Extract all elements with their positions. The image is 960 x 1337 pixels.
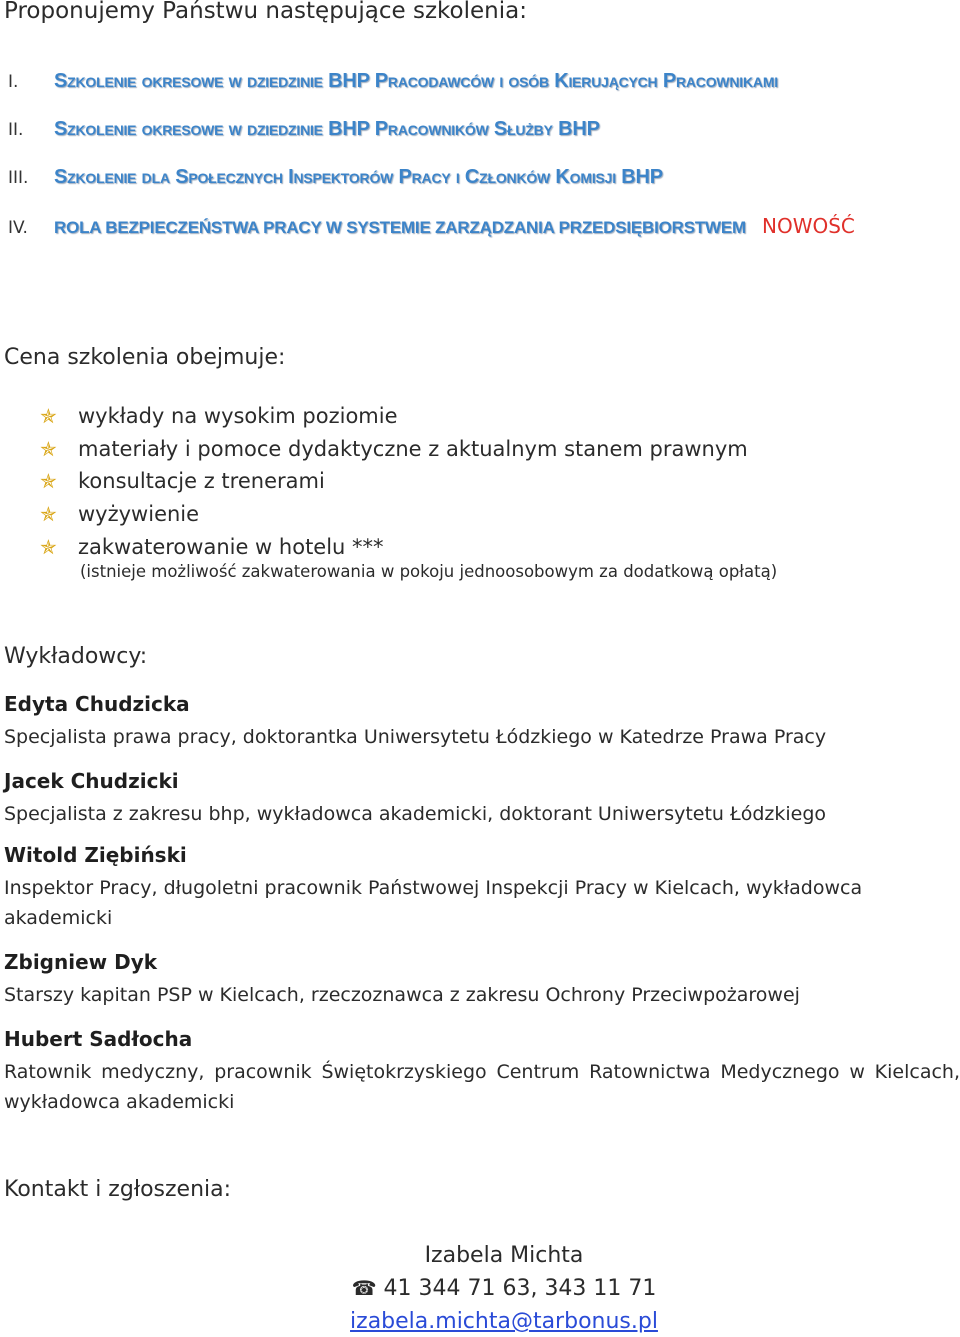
lecturer-name: Jacek Chudzicki xyxy=(4,769,179,793)
star-bullet-icon: ✯ xyxy=(40,534,57,559)
phone-number: 41 344 71 63, 343 11 71 xyxy=(383,1276,657,1301)
star-bullet-icon: ✯ xyxy=(40,469,57,494)
lecturer-name: Witold Ziębiński xyxy=(4,843,187,867)
course-title: Szkolenie okresowe w dziedzinie BHP Pracowników Służby BHP xyxy=(54,118,600,140)
list-item xyxy=(40,400,748,433)
contact-heading: Kontakt i zgłoszenia: xyxy=(4,1177,232,1202)
course-numeral: IV. xyxy=(8,218,28,238)
intro-heading: Proponujemy Państwu następujące szkolenia: xyxy=(4,0,527,24)
list-item xyxy=(40,498,748,531)
contact-phone xyxy=(0,1276,960,1301)
course-item xyxy=(0,70,960,118)
list-item-text: zakwaterowanie w hotelu *** xyxy=(78,534,384,559)
price-heading: Cena szkolenia obejmuje: xyxy=(4,345,286,370)
course-numeral: I. xyxy=(8,72,19,92)
phone-icon: ☎ xyxy=(351,1276,377,1300)
lecturer-description: Inspektor Pracy, długoletni pracownik Państwowej Inspekcji Pracy w Kielcach, wykładowca akademicki xyxy=(4,877,863,929)
course-item xyxy=(0,166,960,214)
list-item-text: wyżywienie xyxy=(78,502,200,527)
course-title: Szkolenie dla Społecznych Inspektorów Pracy i Członków Komisji BHP xyxy=(54,166,663,188)
lecturer-name: Edyta Chudzicka xyxy=(4,692,190,716)
lecturer-name: Hubert Sadłocha xyxy=(4,1027,193,1051)
course-title: Szkolenie okresowe w dziedzinie BHP Pracodawców i osób Kierujących Pracownikami xyxy=(54,70,778,92)
lecturer-description: Starszy kapitan PSP w Kielcach, rzeczoznawca z zakresu Ochrony Przeciwpożarowej xyxy=(4,984,800,1006)
contact-person: Izabela Michta xyxy=(424,1243,584,1268)
course-list xyxy=(0,70,960,262)
contact-email-row xyxy=(0,1309,960,1334)
lecturer-description: Specjalista z zakresu bhp, wykładowca akademicki, doktorant Uniwersytetu Łódzkiego xyxy=(4,803,827,825)
course-numeral: II. xyxy=(8,120,24,140)
lecturers-heading: Wykładowcy: xyxy=(4,644,148,669)
lecturer-description: Ratownik medyczny, pracownik Świętokrzyskiego Centrum Ratownictwa Medycznego w Kielcach, wykładowca akademicki xyxy=(4,1061,960,1113)
list-item xyxy=(40,465,748,498)
list-item xyxy=(40,433,748,466)
accommodation-note: (istnieje możliwość zakwaterowania w pokoju jednoosobowym za dodatkową opłatą) xyxy=(80,562,778,581)
new-badge: NOWOŚĆ xyxy=(762,214,855,238)
star-bullet-icon: ✯ xyxy=(40,404,57,429)
course-numeral: III. xyxy=(8,168,29,188)
lecturer-name: Zbigniew Dyk xyxy=(4,950,158,974)
course-item xyxy=(0,214,960,262)
list-item-text: konsultacje z trenerami xyxy=(78,469,325,494)
course-title: ROLA BEZPIECZEŃSTWA PRACY W SYSTEMIE ZARZĄDZANIA PRZEDSIĘBIORSTWEM xyxy=(54,218,747,237)
list-item xyxy=(40,530,748,563)
lecturer-description: Specjalista prawa pracy, doktorantka Uniwersytetu Łódzkiego w Katedrze Prawa Pracy xyxy=(4,726,827,748)
price-list xyxy=(40,400,748,563)
list-item-text: wykłady na wysokim poziomie xyxy=(78,404,398,429)
course-item xyxy=(0,118,960,166)
list-item-text: materiały i pomoce dydaktyczne z aktualnym stanem prawnym xyxy=(78,436,748,461)
star-bullet-icon: ✯ xyxy=(40,502,57,527)
star-bullet-icon: ✯ xyxy=(40,436,57,461)
email-link[interactable]: izabela.michta@tarbonus.pl xyxy=(350,1309,658,1334)
